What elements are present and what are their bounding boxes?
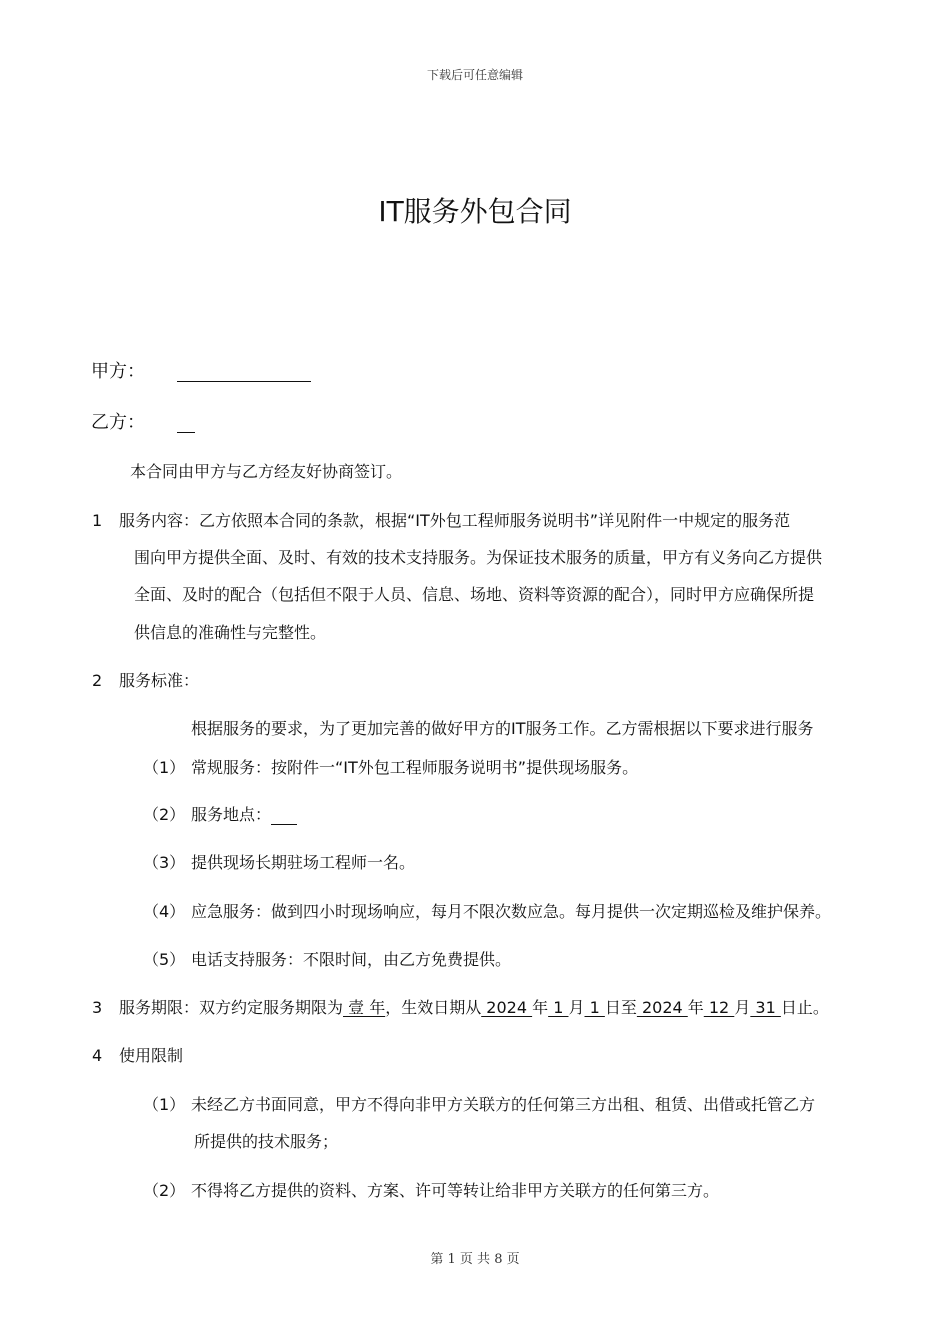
section-2-item-1-text: 常规服务：按附件一“IT外包工程师服务说明书”提供现场服务。 — [191, 758, 639, 777]
section-2-item-4-number: （4） — [143, 902, 186, 921]
section-1-line-2: 围向甲方提供全面、及时、有效的技术支持服务。为保证技术服务的质量，甲方有义务向乙方提供 — [134, 548, 823, 567]
section-2-item-3-number: （3） — [143, 853, 186, 872]
section-2-item-2-row — [191, 805, 297, 825]
start-year: 2024 — [481, 998, 533, 1017]
term-prefix: 服务期限：双方约定服务期限为 — [119, 998, 344, 1017]
section-2-number: 2 — [92, 671, 103, 690]
section-4-item-2-line-1: 不得将乙方提供的资料、方案、许可等转让给非甲方关联方的任何第三方。 — [191, 1181, 720, 1200]
section-1-line-1: 服务内容：乙方依照本合同的条款，根据“IT外包工程师服务说明书”详见附件一中规定的服务范 — [119, 511, 791, 530]
page-header: 下载后可任意编辑 — [426, 68, 523, 82]
section-4-item-1-number: （1） — [143, 1095, 186, 1114]
section-2-item-5-text: 电话支持服务：不限时间，由乙方免费提供。 — [191, 950, 512, 969]
section-4-item-1-line-2: 所提供的技术服务； — [194, 1132, 339, 1151]
end-month: 12 — [703, 998, 735, 1017]
end-day: 31 — [750, 998, 781, 1017]
section-2-title: 服务标准： — [119, 671, 200, 690]
document-title: IT服务外包合同 — [378, 195, 572, 228]
section-2-item-2-number: （2） — [143, 805, 186, 824]
end-day-unit: 日止。 — [780, 998, 829, 1017]
section-2-item-4-text: 应急服务：做到四小时现场响应，每月不限次数应急。每月提供一次定期巡检及维护保养。 — [191, 902, 832, 921]
start-year-unit: 年 — [532, 998, 549, 1017]
start-month: 1 — [548, 998, 569, 1017]
section-1-line-3: 全面、及时的配合（包括但不限于人员、信息、场地、资料等资源的配合），同时甲方应确保所提 — [134, 585, 815, 604]
section-2-item-2-text: 服务地点： — [191, 805, 272, 824]
section-1-line-4: 供信息的准确性与完整性。 — [134, 623, 327, 642]
section-3-text — [119, 998, 829, 1018]
section-3-number: 3 — [92, 998, 103, 1017]
section-2-item-3-text: 提供现场长期驻场工程师一名。 — [191, 853, 416, 872]
section-2-item-5-number: （5） — [143, 950, 186, 969]
end-month-unit: 月 — [734, 998, 751, 1017]
term-mid: ，生效日期从 — [385, 998, 482, 1017]
section-4-title: 使用限制 — [119, 1046, 184, 1065]
page-footer: 第 1 页 共 8 页 — [430, 1252, 520, 1267]
start-day-unit: 日至 — [604, 998, 637, 1017]
start-day: 1 — [584, 998, 605, 1017]
start-month-unit: 月 — [568, 998, 585, 1017]
section-4-item-1-line-1: 未经乙方书面同意，甲方不得向非甲方关联方的任何第三方出租、租赁、出借或托管乙方 — [191, 1095, 816, 1114]
party-b-blank — [177, 414, 195, 433]
party-a-blank — [177, 363, 311, 382]
section-2-lead: 根据服务的要求，为了更加完善的做好甲方的IT服务工作。乙方需根据以下要求进行服务 — [191, 719, 814, 738]
party-b-label: 乙方： — [91, 412, 145, 433]
party-b-row — [91, 413, 195, 433]
party-a-row — [91, 362, 311, 382]
service-location-blank — [271, 806, 297, 825]
end-year-unit: 年 — [687, 998, 704, 1017]
intro-text: 本合同由甲方与乙方经友好协商签订。 — [130, 462, 403, 481]
party-a-label: 甲方： — [91, 361, 145, 382]
section-1-number: 1 — [92, 511, 103, 530]
term-length: 壹 年 — [343, 998, 386, 1017]
section-4-number: 4 — [92, 1046, 103, 1065]
section-4-item-2-number: （2） — [143, 1181, 186, 1200]
end-year: 2024 — [636, 998, 688, 1017]
section-2-item-1-number: （1） — [143, 758, 186, 777]
